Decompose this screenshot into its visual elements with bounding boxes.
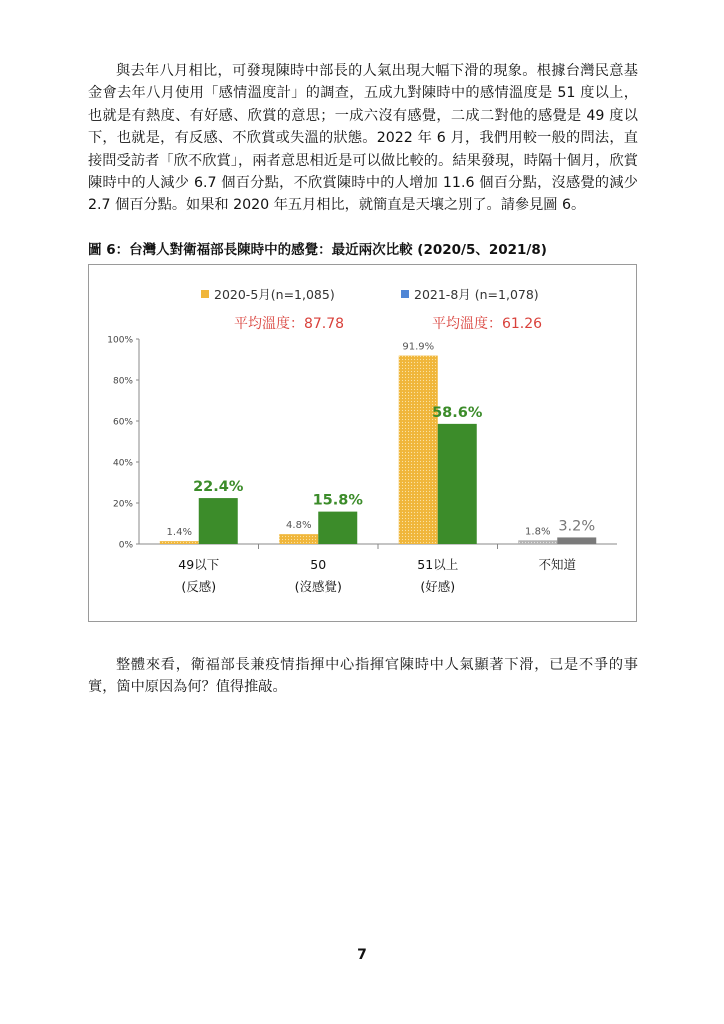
bar-s1-c1 bbox=[160, 541, 199, 544]
category-label-1: (反感) bbox=[181, 579, 217, 594]
data-label-s1-c3: 91.9% bbox=[402, 341, 435, 353]
y-tick-label: 80% bbox=[112, 376, 133, 387]
y-tick-label: 100% bbox=[107, 335, 133, 346]
data-label-s2-c1: 22.4% bbox=[193, 479, 244, 496]
average-temperature-1: 平均溫度：87.78 bbox=[233, 316, 345, 332]
legend-marker-2 bbox=[401, 290, 409, 298]
category-label-1: 49以下 bbox=[178, 557, 220, 572]
chart-svg bbox=[89, 265, 638, 623]
body-paragraph-1: 與去年八月相比，可發現陳時中部長的人氣出現大幅下滑的現象。根據台灣民意基金會去年八月使用「感情溫度計」的調查，五成九對陳時中的感情溫度是 51 度以上，也就是有熱度、有好感、欣賞的意思；一成六沒有感覺，二成二對他的感覺是 49 度以下，也就是，有反感、不欣賞或失溫的狀態。2022 年 6 月，我們用較一般的問法，直接問受訪者「欣不欣賞」，兩者意思相近是可以做比較的。結果發現，時隔十個月，欣賞陳時中的人減少 6.7 個百分點，不欣賞陳時中的人增加 11.6 個百分點，沒感覺的減少 2.7 個百分點。如果和 2020 年五月相比，就簡直是天壤之別了。請參見圖 6。 bbox=[88, 63, 638, 214]
legend-label-1: 2020-5月(n=1,085) bbox=[214, 287, 335, 302]
figure-6-chart bbox=[88, 264, 637, 622]
category-label-3: 51以上 bbox=[417, 557, 459, 572]
figure-title: 圖 6：台灣人對衛福部長陳時中的感覺：最近兩次比較 (2020/5、2021/8) bbox=[88, 242, 547, 258]
chart-bars bbox=[160, 356, 597, 544]
average-temperature-2: 平均溫度：61.26 bbox=[431, 316, 543, 332]
chart-category-labels bbox=[178, 557, 576, 594]
body-paragraph-2: 整體來看，衛福部長兼疫情指揮中心指揮官陳時中人氣顯著下滑，已是不爭的事實，箇中原因為何？值得推敲。 bbox=[88, 657, 638, 696]
category-label-4: 不知道 bbox=[538, 557, 577, 572]
y-tick-label: 60% bbox=[112, 417, 133, 428]
chart-axes bbox=[107, 336, 617, 551]
chart-annotations bbox=[234, 315, 542, 332]
data-label-s1-c1: 1.4% bbox=[166, 527, 192, 539]
legend-marker-1 bbox=[201, 290, 209, 298]
legend-label-2: 2021-8月 (n=1,078) bbox=[414, 287, 539, 302]
bar-s1-c2 bbox=[279, 534, 318, 544]
bar-s2-c3 bbox=[438, 424, 477, 544]
chart-legend bbox=[201, 287, 539, 302]
category-label-3: (好感) bbox=[420, 579, 456, 594]
y-tick-label: 20% bbox=[112, 499, 133, 510]
category-label-2: 50 bbox=[310, 557, 327, 572]
y-tick-label: 40% bbox=[112, 458, 133, 469]
bar-s1-c4 bbox=[518, 540, 557, 544]
bar-s2-c2 bbox=[318, 512, 357, 544]
data-label-s1-c2: 4.8% bbox=[286, 520, 312, 532]
bar-s2-c1 bbox=[199, 498, 238, 544]
data-label-s2-c3: 58.6% bbox=[432, 404, 483, 421]
data-label-s2-c4: 3.2% bbox=[558, 518, 596, 535]
bar-s1-c3 bbox=[399, 356, 438, 544]
y-tick-label: 0% bbox=[118, 540, 133, 551]
category-label-2: (沒感覺) bbox=[294, 579, 342, 594]
data-label-s1-c4: 1.8% bbox=[525, 526, 551, 538]
bar-s2-c4 bbox=[557, 537, 596, 544]
page-number: 7 bbox=[357, 947, 367, 963]
data-label-s2-c2: 15.8% bbox=[312, 492, 363, 509]
